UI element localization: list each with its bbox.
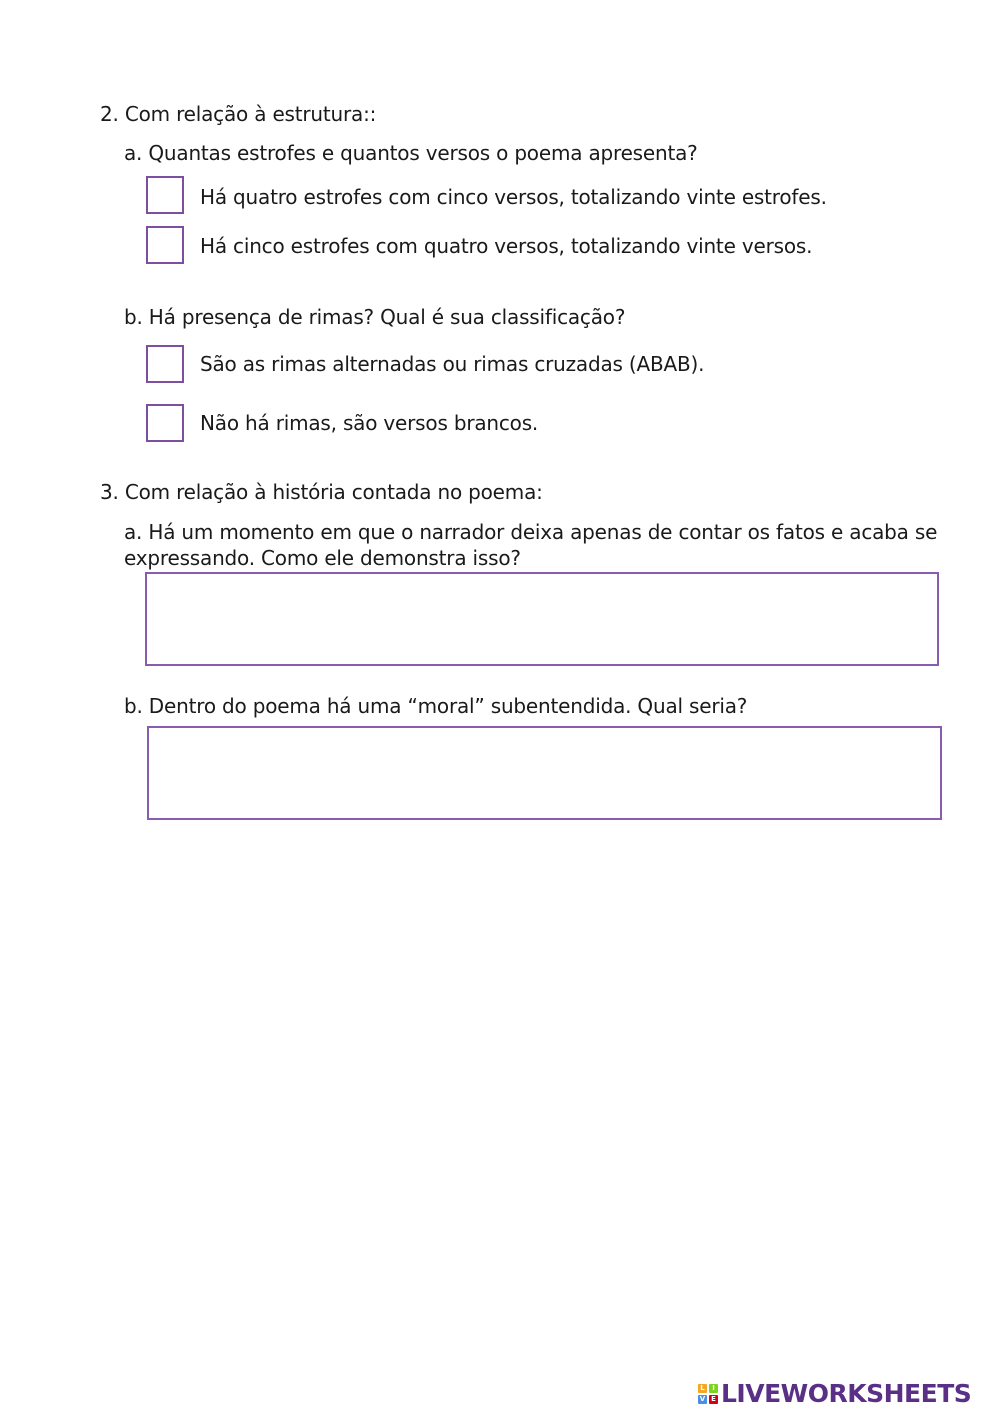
logo-tile-v: V — [699, 1395, 706, 1403]
question-2b-text: b. Há presença de rimas? Qual é sua classificação? — [124, 305, 626, 329]
checkbox-2a-option-1[interactable] — [146, 176, 184, 214]
logo-tile-i: I — [709, 1384, 718, 1393]
option-2b-2-label: Não há rimas, são versos brancos. — [200, 411, 539, 435]
logo-tile-e: E — [709, 1395, 718, 1404]
logo-tile-l: L — [698, 1384, 707, 1393]
question-2-heading: 2. Com relação à estrutura:: — [100, 102, 377, 126]
liveworksheets-footer — [698, 1380, 971, 1408]
checkbox-2b-option-1[interactable] — [146, 345, 184, 383]
liveworksheets-logo-icon — [698, 1384, 718, 1404]
option-2a-2-label: Há cinco estrofes com quatro versos, totalizando vinte versos. — [200, 234, 813, 258]
checkbox-2b-option-2[interactable] — [146, 404, 184, 442]
option-2b-1-label: São as rimas alternadas ou rimas cruzadas (ABAB). — [200, 352, 705, 376]
question-3a-text: a. Há um momento em que o narrador deixa apenas de contar os fatos e acaba se expressando. Como ele demonstra isso? — [124, 520, 938, 570]
brand-name: LIVEWORKSHEETS — [721, 1379, 972, 1408]
question-3-heading: 3. Com relação à história contada no poema: — [100, 480, 543, 504]
option-2a-1-label: Há quatro estrofes com cinco versos, totalizando vinte estrofes. — [200, 185, 827, 209]
answer-box-3b[interactable] — [147, 726, 942, 820]
question-3b-text: b. Dentro do poema há uma “moral” subentendida. Qual seria? — [124, 694, 748, 718]
answer-box-3a[interactable] — [145, 572, 939, 666]
question-2a-text: a. Quantas estrofes e quantos versos o poema apresenta? — [124, 141, 698, 165]
checkbox-2a-option-2[interactable] — [146, 226, 184, 264]
